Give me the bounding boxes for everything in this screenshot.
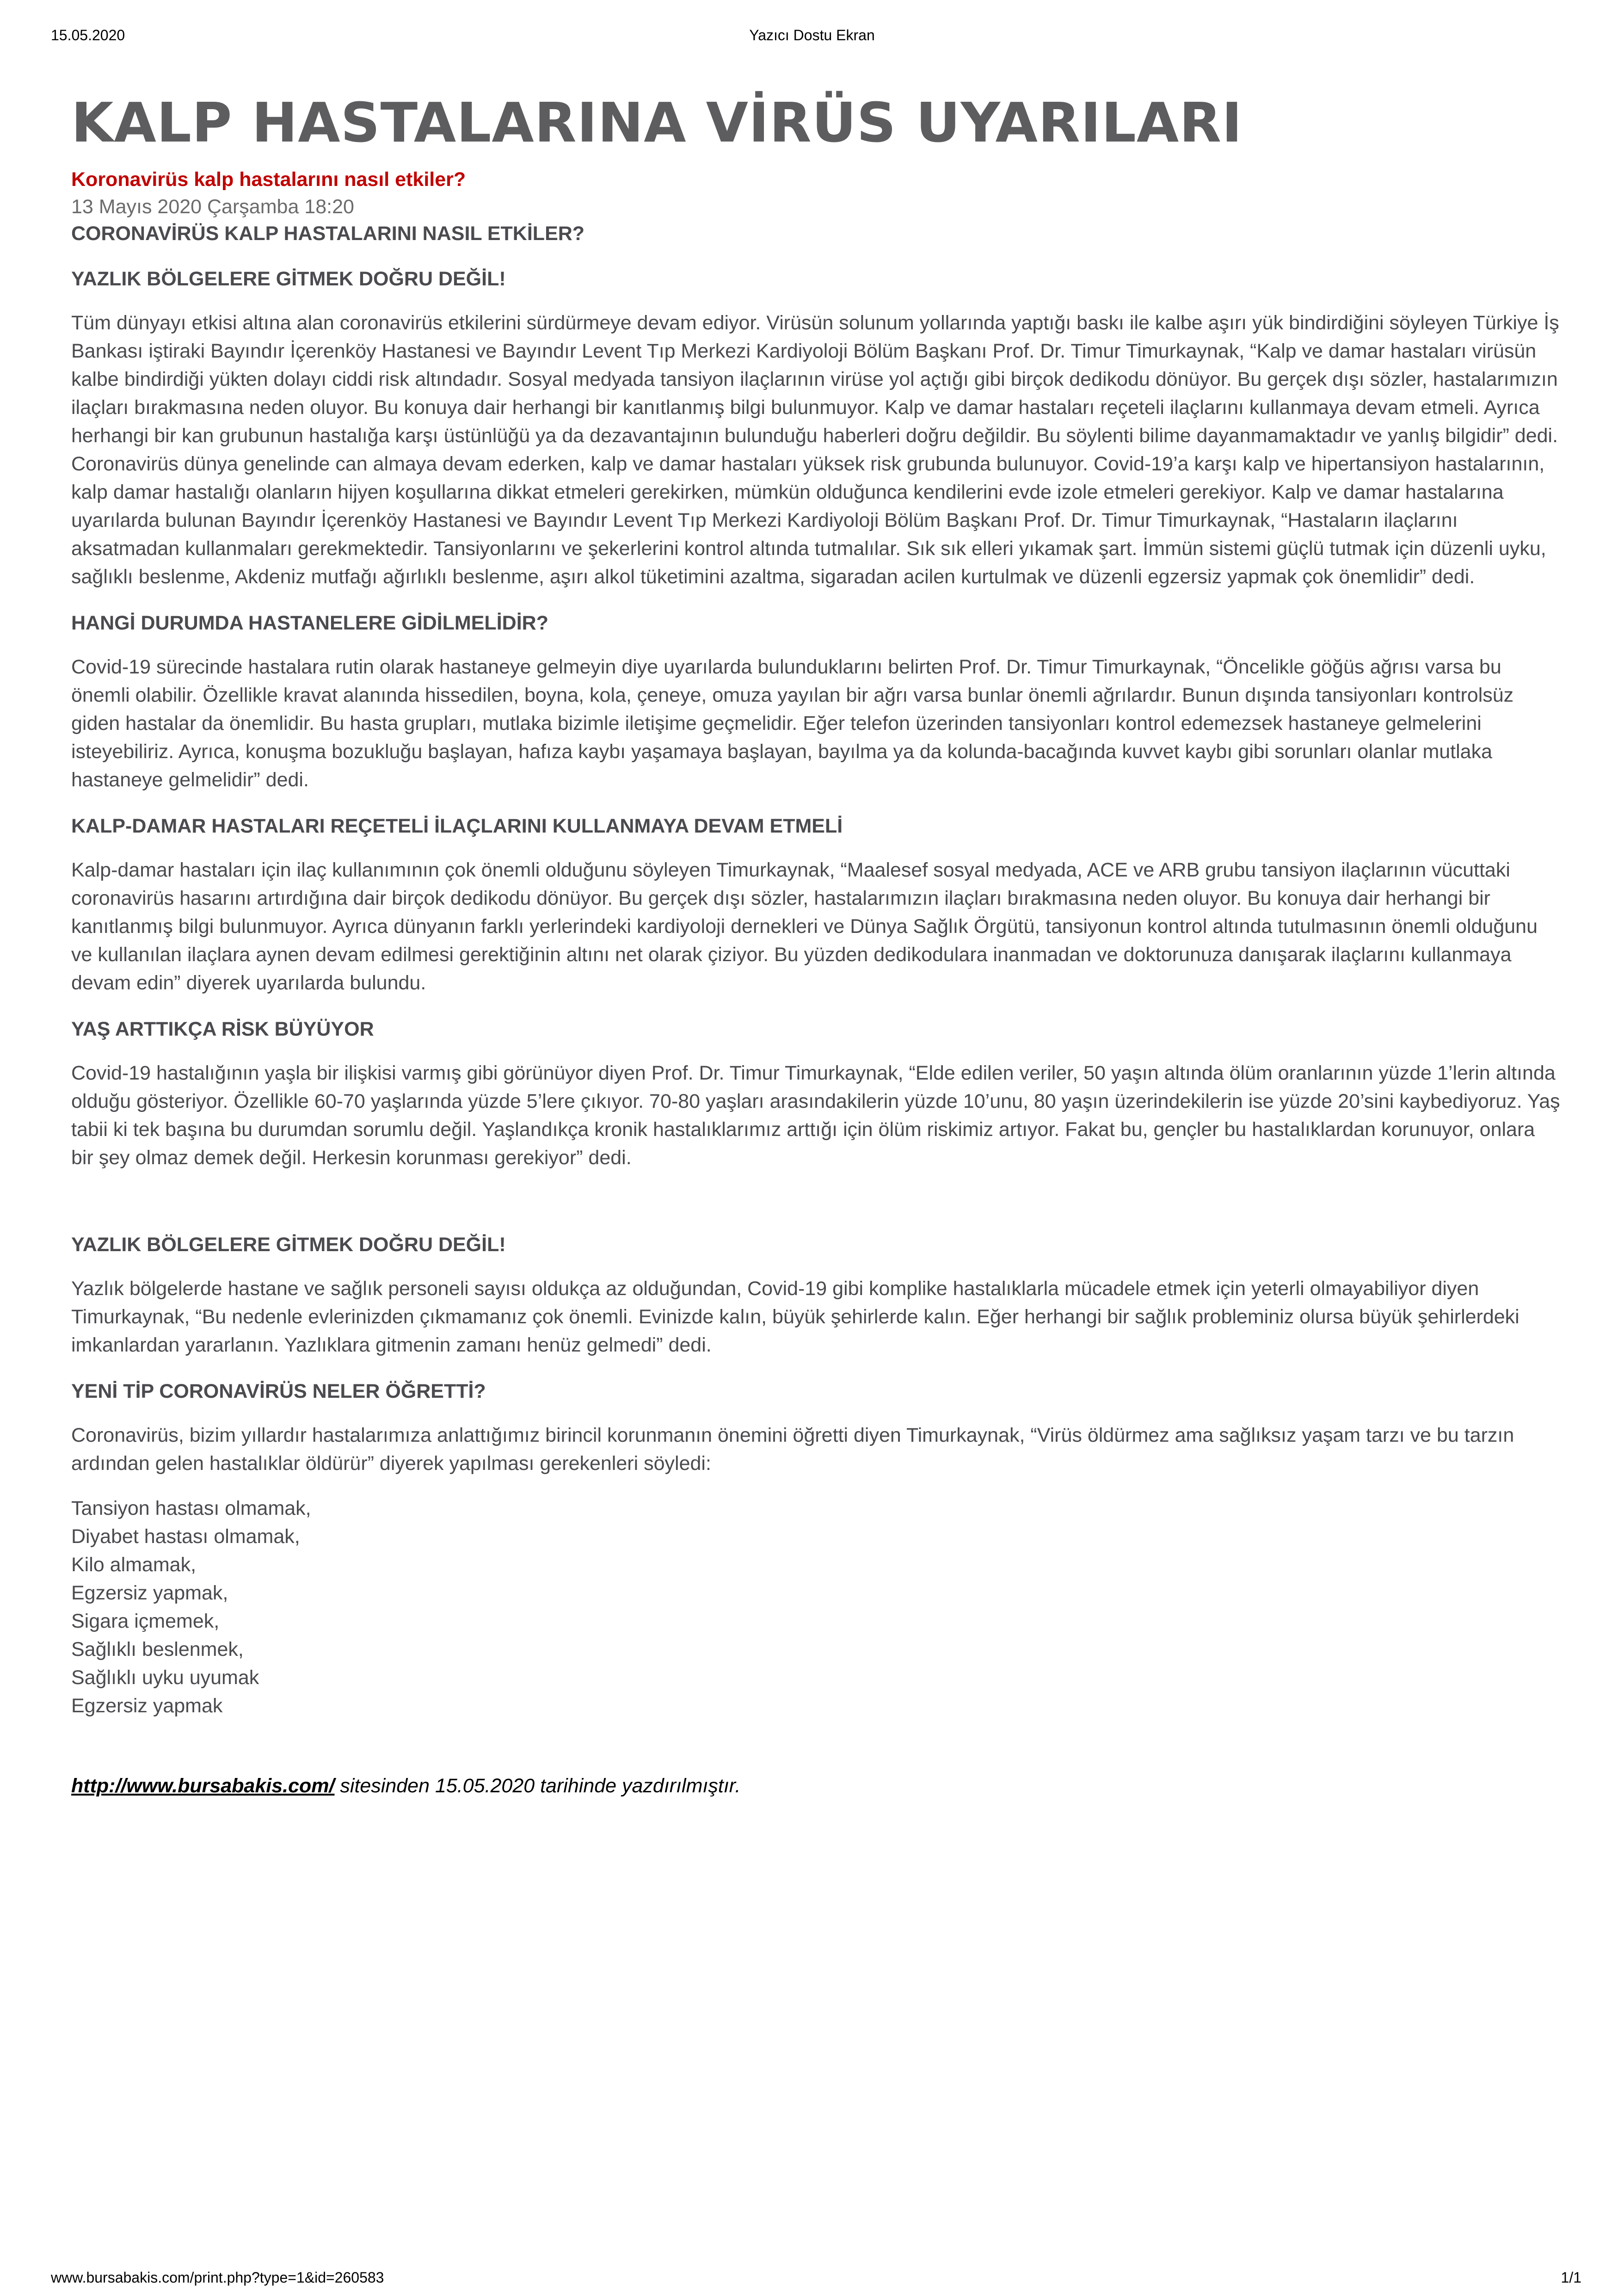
- article-section: [71, 813, 1560, 997]
- section-paragraph: Tüm dünyayı etkisi altına alan coronavirüs etkilerini sürdürmeye devam ediyor. Virüsün solunum yollarında yaptığı baskı ile kalbe aşırı yük bindirdiğini söyleyen Türkiye İş Bankası iştiraki Bayındır İçerenköy Hastanesi ve Bayındır Levent Tıp Merkezi Kardiyoloji Bölüm Başkanı Prof. Dr. Timur Timurkaynak, “Kalp ve damar hastaları virüsün kalbe bindirdiği yükten dolayı ciddi risk altındadır. Sosyal medyada tansiyon ilaçlarının virüse yol açtığı gibi birçok dedikodu dönüyor. Bu gerçek dışı sözler, hastalarımızın ilaçları bırakmasına neden oluyor. Bu konuya dair herhangi bir kanıtlanmış bilgi bulunmuyor. Kalp ve damar hastaları reçeteli ilaçlarını kullanmaya devam etmeli. Ayrıca herhangi bir kan grubunun hastalığa karşı üstünlüğü ya da dezavantajının bulunduğu haberleri doğru değildir. Bu söylenti bilime dayanmamaktadır ve yanlış bilgidir” dedi.: [71, 312, 1559, 447]
- article-title: KALP HASTALARINA VİRÜS UYARILARI: [71, 91, 1243, 154]
- article: [71, 83, 1560, 1797]
- recommendations-list: [71, 1494, 1560, 1720]
- article-spot: Koronavirüs kalp hastalarını nasıl etkiler?: [71, 168, 466, 191]
- print-url: www.bursabakis.com/print.php?type=1&id=260583: [51, 2269, 384, 2286]
- section-heading: YAZLIK BÖLGELERE GİTMEK DOĞRU DEĞİL!: [71, 1234, 506, 1256]
- section-paragraph: Kalp-damar hastaları için ilaç kullanımının çok önemli olduğunu söyleyen Timurkaynak, “Maalesef sosyal medyada, ACE ve ARB grubu tansiyon ilaçlarının vücuttaki coronavirüs hasarını artırdığına dair birçok dedikodu dönüyor. Bu gerçek dışı sözler, hastalarımızın ilaçları bırakmasına neden oluyor. Bu konuya dair herhangi bir kanıtlanmış bilgi bulunmuyor. Ayrıca dünyanın farklı yerlerindeki kardiyoloji dernekleri ve Dünya Sağlık Örgütü, tansiyonun kontrol altında tutulmasının önemli olduğunu ve kullanılan ilaçlara aynen devam edilmesi gerektiğinin altını net olarak çiziyor. Bu yüzden dedikodulara inanmadan ve doktorunuza danışarak ilaçlarını kullanmaya devam edin” diyerek uyarılarda bulundu.: [71, 859, 1538, 994]
- list-item: Tansiyon hastası olmamak,: [71, 1497, 311, 1519]
- section-paragraph: Yazlık bölgelerde hastane ve sağlık personeli sayısı oldukça az olduğundan, Covid-19 gibi komplike hastalıklarla mücadele etmek için yeterli olmayabiliyor diyen Timurkaynak, “Bu nedenle evlerinizden çıkmamanız çok önemli. Evinizde kalın, büyük şehirlerde kalın. Eğer herhangi bir sağlık probleminiz olursa büyük şehirlerdeki imkanlardan yararlanın. Yazlıklara gitmenin zamanı henüz gelmedi” dedi.: [71, 1278, 1519, 1356]
- print-date: 15.05.2020: [51, 27, 125, 43]
- article-section: [71, 1231, 1560, 1359]
- article-section: [71, 610, 1560, 794]
- article-subtitle: CORONAVİRÜS KALP HASTALARINI NASIL ETKİLER?: [71, 222, 585, 245]
- article-date: 13 Mayıs 2020 Çarşamba 18:20: [71, 196, 354, 218]
- section-paragraph: Covid-19 sürecinde hastalara rutin olarak hastaneye gelmeyin diye uyarılarda bulunduklarını belirten Prof. Dr. Timur Timurkaynak, “Öncelikle göğüs ağrısı varsa bu önemli olabilir. Özellikle kravat alanında hissedilen, boyna, kola, çeneye, omuza yayılan bir ağrı varsa bunlar önemli ağrılardır. Bunun dışında tansiyonları kontrolsüz giden hastalar da önemlidir. Bu hasta grupları, mutlaka bizimle iletişime geçmelidir. Eğer telefon üzerinden tansiyonları kontrol edemezsek hastaneye gelmelerini isteyebiliriz. Ayrıca, konuşma bozukluğu başlayan, hafıza kaybı yaşamaya başlayan, bayılma ya da kolunda-bacağında kuvvet kaybı gibi sorunları olanlar mutlaka hastaneye gelmelidir” dedi.: [71, 656, 1514, 791]
- section-heading: YAŞ ARTTIKÇA RİSK BÜYÜYOR: [71, 1018, 374, 1040]
- section-heading: KALP-DAMAR HASTALARI REÇETELİ İLAÇLARINI KULLANMAYA DEVAM ETMELİ: [71, 815, 843, 837]
- print-title: Yazıcı Dostu Ekran: [749, 27, 875, 43]
- source-link[interactable]: http://www.bursabakis.com/: [71, 1775, 335, 1797]
- list-item: Egzersiz yapmak: [71, 1695, 223, 1717]
- list-item: Sağlıklı uyku uyumak: [71, 1666, 259, 1689]
- section-heading: YENİ TİP CORONAVİRÜS NELER ÖĞRETTİ?: [71, 1380, 486, 1402]
- article-section: [71, 1378, 1560, 1478]
- list-item: Sigara içmemek,: [71, 1610, 220, 1632]
- source-line: [71, 1775, 1560, 1797]
- spacer: [71, 1185, 1560, 1213]
- page-number: 1/1: [1561, 2269, 1581, 2286]
- article-section: [71, 1016, 1560, 1172]
- list-item: Egzersiz yapmak,: [71, 1582, 228, 1604]
- section-heading: HANGİ DURUMDA HASTANELERE GİDİLMELİDİR?: [71, 612, 548, 634]
- list-item: Kilo almamak,: [71, 1554, 197, 1576]
- print-header: [0, 27, 1624, 50]
- list-item: Diyabet hastası olmamak,: [71, 1525, 300, 1548]
- section-heading: YAZLIK BÖLGELERE GİTMEK DOĞRU DEĞİL!: [71, 268, 506, 290]
- list-item: Sağlıklı beslenmek,: [71, 1638, 244, 1660]
- section-paragraph: Covid-19 hastalığının yaşla bir ilişkisi varmış gibi görünüyor diyen Prof. Dr. Timur Timurkaynak, “Elde edilen veriler, 50 yaşın altında ölüm oranlarının yüzde 1’lerin altında olduğu gösteriyor. Özellikle 60-70 yaşlarında yüzde 5’lere çıkıyor. 70-80 yaşları arasındakilerin yüzde 10’unu, 80 yaşın üzerindekilerin ise yüzde 20’sini kaybediyoruz. Yaş tabii ki tek başına bu durumdan sorumlu değil. Yaşlandıkça kronik hastalıklarımız arttığı için ölüm riskimiz artıyor. Fakat bu, gençler bu hastalıklardan korunuyor, onlara bir şey olmaz demek değil. Herkesin korunması gerekiyor” dedi.: [71, 1062, 1560, 1169]
- section-paragraph: Coronavirüs, bizim yıllardır hastalarımıza anlattığımız birincil korunmanın önemini öğretti diyen Timurkaynak, “Virüs öldürmez ama sağlıksız yaşam tarzı ve bu tarzın ardından gelen hastalıklar öldürür” diyerek yapılması gerekenleri söyledi:: [71, 1424, 1514, 1475]
- section-paragraph: Coronavirüs dünya genelinde can almaya devam ederken, kalp ve damar hastaları yüksek risk grubunda bulunuyor. Covid-19’a karşı kalp ve hipertansiyon hastalarının, kalp damar hastalığı olanların hijyen koşullarına dikkat etmeleri gerekirken, mümkün olduğunca kendilerini evde izole etmeleri gerekiyor. Kalp ve damar hastalarına uyarılarda bulunan Bayındır İçerenköy Hastanesi ve Bayındır Levent Tıp Merkezi Kardiyoloji Bölüm Başkanı Prof. Dr. Timur Timurkaynak, “Hastaların ilaçlarını aksatmadan kullanmaları gerekmektedir. Tansiyonlarını ve şekerlerini kontrol altında tutmalılar. Sık sık elleri yıkamak şart. İmmün sistemi güçlü tutmak için düzenli uyku, sağlıklı beslenme, Akdeniz mutfağı ağırlıklı beslenme, aşırı alkol tüketimini azaltma, sigaradan acilen kurtulmak ve düzenli egzersiz yapmak çok önemlidir” dedi.: [71, 453, 1546, 588]
- source-suffix: sitesinden 15.05.2020 tarihinde yazdırılmıştır.: [334, 1775, 741, 1797]
- article-section: [71, 265, 1560, 591]
